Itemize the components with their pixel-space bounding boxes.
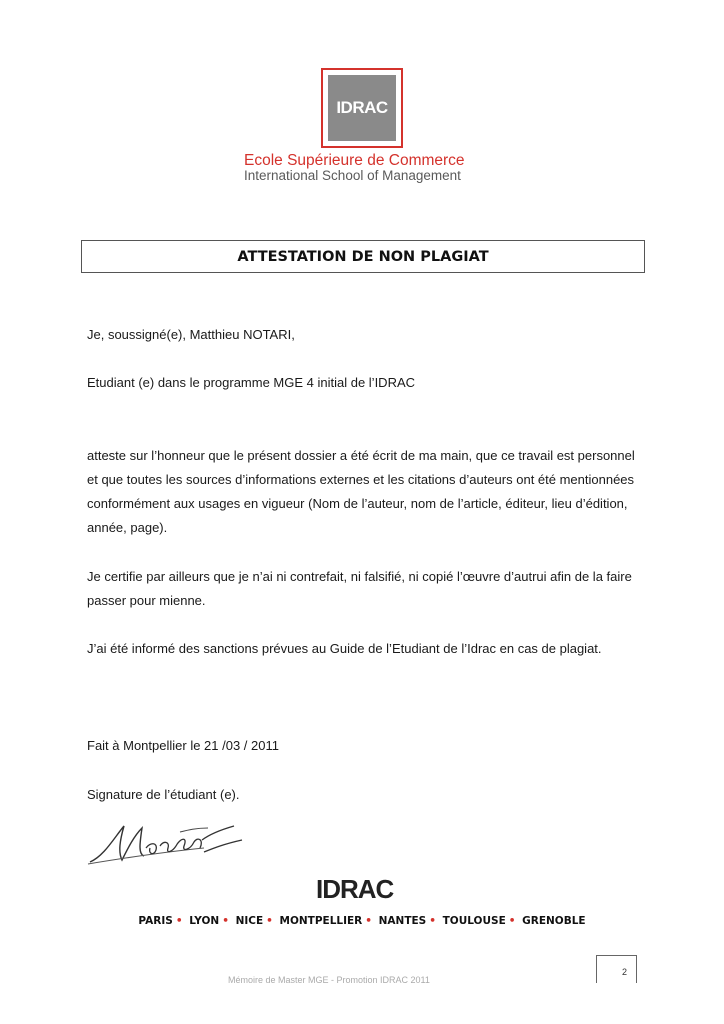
program-line: Etudiant (e) dans le programme MGE 4 initial de l’IDRAC xyxy=(87,375,416,390)
city-grenoble: GRENOBLE xyxy=(522,915,586,927)
document-title: ATTESTATION DE NON PLAGIAT xyxy=(237,248,489,265)
school-name-line1: Ecole Supérieure de Commerce xyxy=(244,152,465,169)
city-lyon: LYON xyxy=(189,915,220,927)
city-nantes: NANTES xyxy=(378,915,427,927)
school-name-line2: International School of Management xyxy=(244,168,461,183)
city-paris: PARIS xyxy=(138,915,173,927)
date-place-line: Fait à Montpellier le 21 /03 / 2011 xyxy=(87,738,279,753)
footer-logo: IDRAC xyxy=(316,874,394,904)
campus-cities: PARIS • LYON • NICE • MONTPELLIER • NANTES • TOULOUSE • GRENOBLE xyxy=(138,915,586,927)
certification-paragraph: Je certifie par ailleurs que je n’ai ni contrefait, ni falsifié, ni copié l’œuvre d’autrui afin de la faire passer pour mienne. xyxy=(87,569,632,608)
signature-label: Signature de l’étudiant (e). xyxy=(87,787,240,802)
sanctions-paragraph: J’ai été informé des sanctions prévues au Guide de l’Etudiant de l’Idrac en cas de plagiat. xyxy=(87,641,602,656)
page-number: 2 xyxy=(621,967,627,977)
header-logo-box xyxy=(328,75,396,141)
city-nice: NICE xyxy=(235,915,264,927)
declarant-line: Je, soussigné(e), Matthieu NOTARI, xyxy=(87,327,295,342)
city-montpellier: MONTPELLIER xyxy=(279,915,363,927)
header-logo-text: IDRAC xyxy=(336,98,388,117)
city-toulouse: TOULOUSE xyxy=(442,915,506,927)
title-box xyxy=(81,240,645,273)
attestation-paragraph: atteste sur l’honneur que le présent dossier a été écrit de ma main, que ce travail est personnel et que toutes les sources d’informations externes et les citations d’auteurs ont été mentionnées conformément aux usages en vigueur (Nom de l’auteur, nom de l’article, éditeur, lieu d’édition, année, page). xyxy=(87,448,635,535)
footer-running-text: Mémoire de Master MGE - Promotion IDRAC 2011 xyxy=(228,975,430,985)
footer-running-line xyxy=(228,975,508,985)
handwritten-signature xyxy=(84,818,254,870)
header-logo xyxy=(321,68,403,148)
page-number-box xyxy=(596,955,637,983)
